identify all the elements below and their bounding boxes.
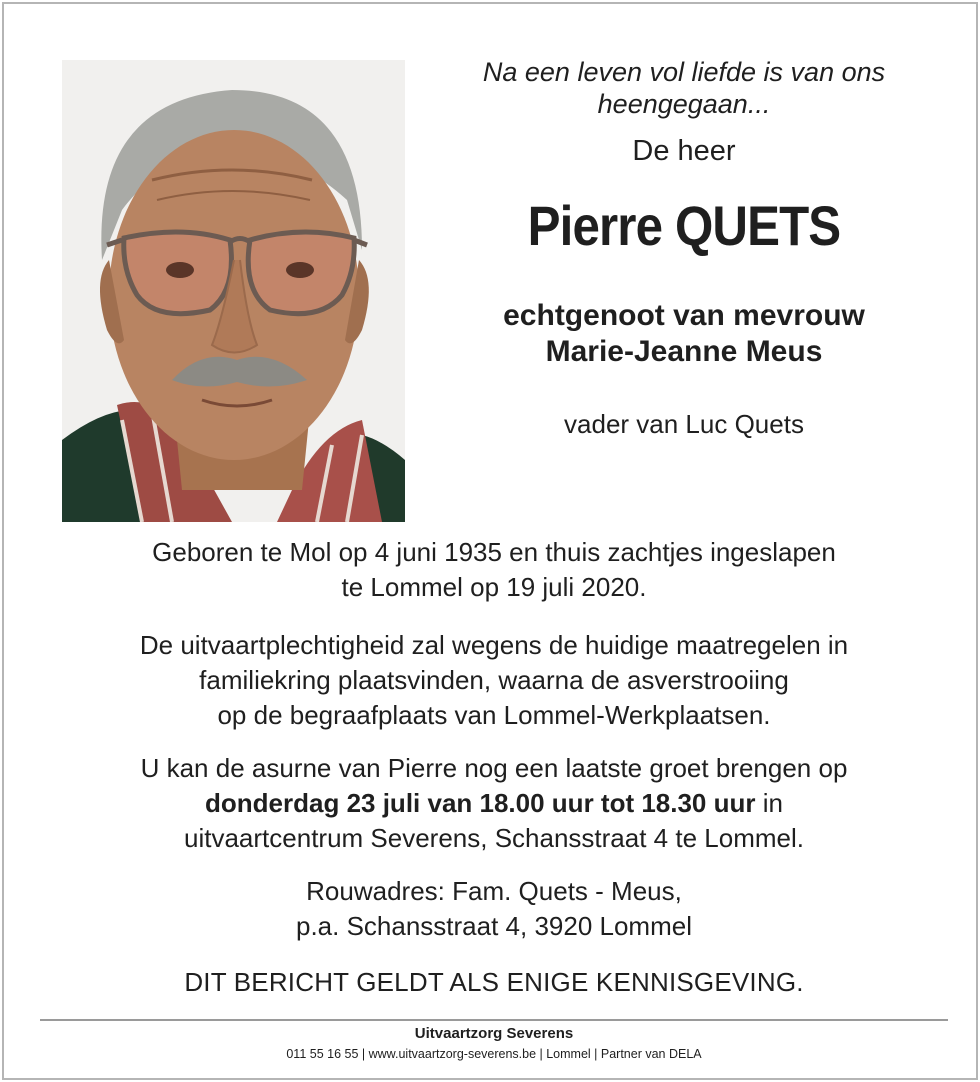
visitation-datetime: donderdag 23 juli van 18.00 uur tot 18.30 uur xyxy=(205,788,756,818)
text-line: familiekring plaatsvinden, waarna de asverstrooiing xyxy=(199,665,789,695)
header-section xyxy=(414,56,954,440)
funeral-home-details: 011 55 16 55 | www.uitvaartzorg-severens.be | Lommel | Partner van DELA xyxy=(286,1047,702,1061)
text-line: p.a. Schansstraat 4, 3920 Lommel xyxy=(295,911,692,941)
divider xyxy=(40,1019,948,1021)
text-fragment: in xyxy=(755,788,783,818)
visitation-text xyxy=(34,751,954,856)
intro-line: heengegaan... xyxy=(597,89,771,119)
deceased-name: Pierre QUETS xyxy=(527,194,841,257)
birth-death-text xyxy=(34,535,954,605)
spouse-info xyxy=(414,298,954,370)
portrait-photo xyxy=(62,60,405,522)
text-line: Geboren te Mol op 4 juni 1935 en thuis zachtjes ingeslapen xyxy=(152,537,836,567)
portrait-illustration xyxy=(62,60,405,522)
text-line: Rouwadres: Fam. Quets - Meus, xyxy=(306,876,682,906)
text-line: op de begraafplaats van Lommel-Werkplaatsen. xyxy=(217,700,771,730)
intro-line: Na een leven vol liefde is van ons xyxy=(482,57,886,87)
footer xyxy=(40,1025,948,1063)
text-line: uitvaartcentrum Severens, Schansstraat 4 te Lommel. xyxy=(184,823,804,853)
notice-text: DIT BERICHT GELDT ALS ENIGE KENNISGEVING. xyxy=(184,967,804,997)
text-line xyxy=(34,786,954,821)
title-prefix: De heer xyxy=(632,135,736,167)
mourning-address xyxy=(34,874,954,944)
funeral-home-name: Uitvaartzorg Severens xyxy=(414,1025,574,1042)
obituary-card xyxy=(2,2,978,1080)
father-info: vader van Luc Quets xyxy=(564,409,804,439)
text-line: De uitvaartplechtigheid zal wegens de huidige maatregelen in xyxy=(139,630,849,660)
spouse-line: echtgenoot van mevrouw xyxy=(503,299,865,332)
text-line: U kan de asurne van Pierre nog een laatste groet brengen op xyxy=(140,753,848,783)
intro-text xyxy=(414,56,954,120)
spouse-name: Marie-Jeanne Meus xyxy=(545,335,823,368)
text-line: te Lommel op 19 juli 2020. xyxy=(341,572,647,602)
funeral-text xyxy=(34,628,954,733)
